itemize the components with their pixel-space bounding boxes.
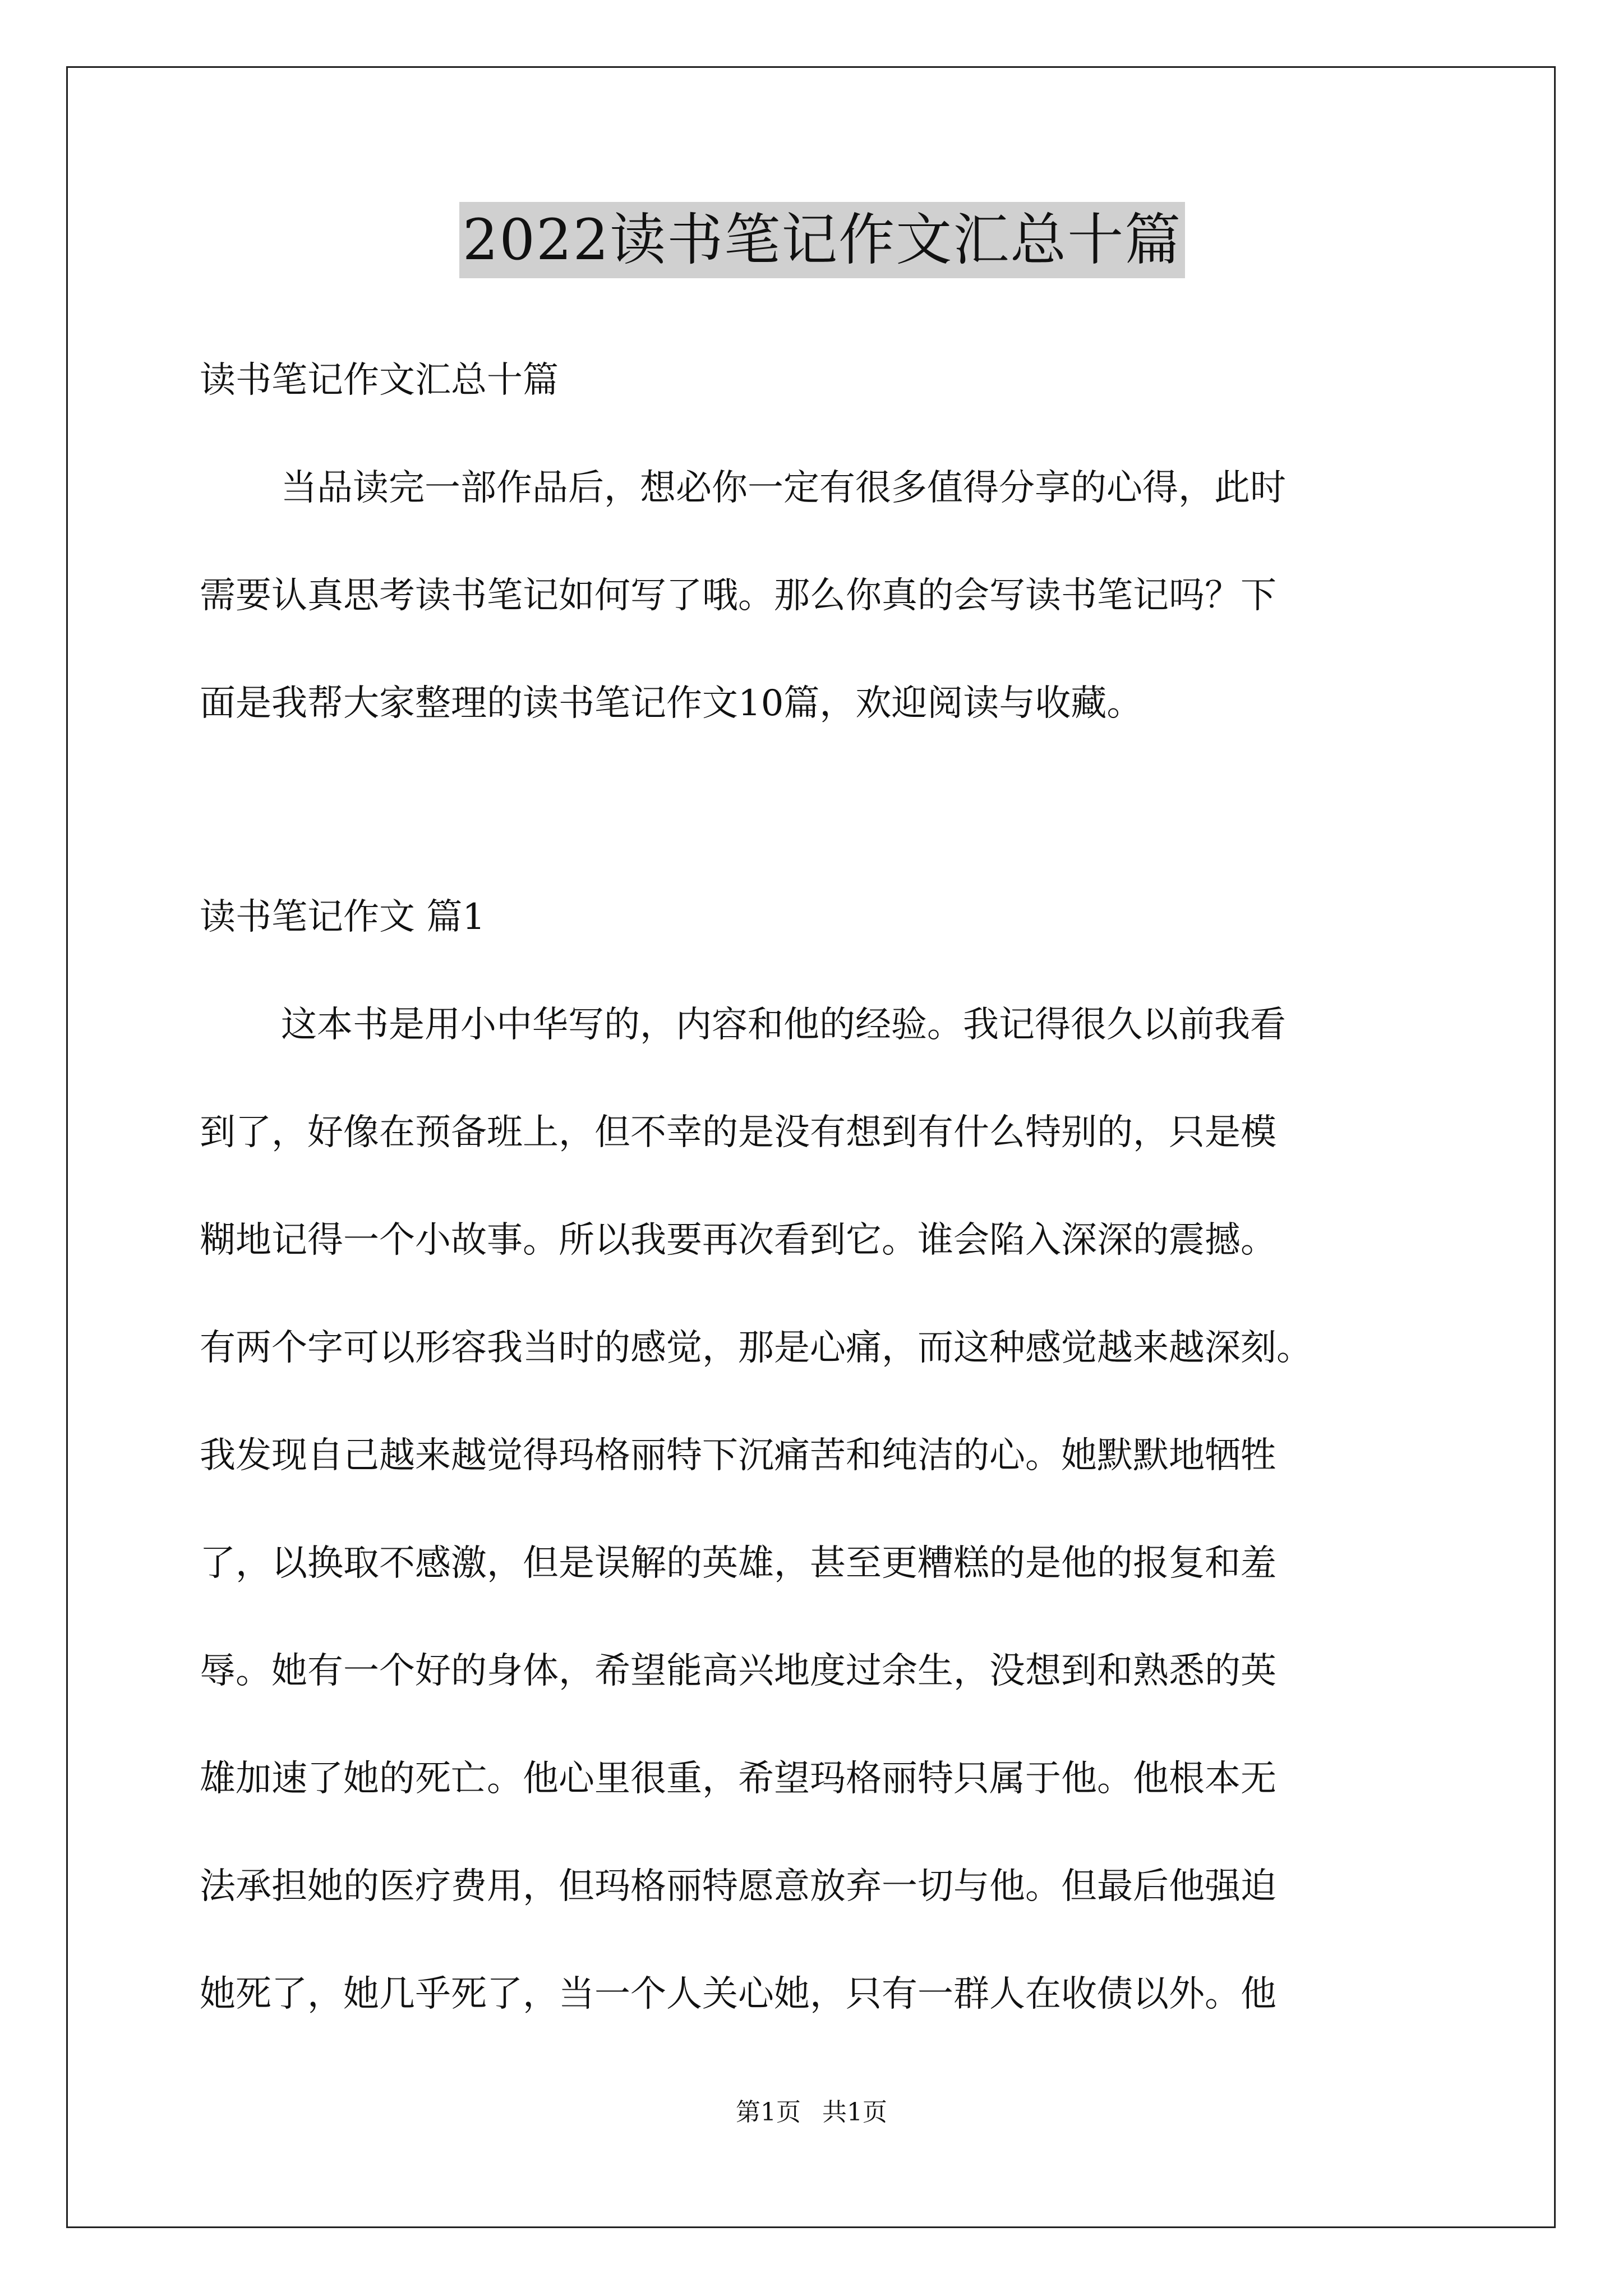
body-line: 这本书是用小中华写的，内容和他的经验。我记得很久以前我看	[281, 1004, 1286, 1046]
body-line: 有两个字可以形容我当时的感觉，那是心痛，而这种感觉越来越深刻。	[200, 1327, 1312, 1369]
body-line: 她死了，她几乎死了，当一个人关心她，只有一群人在收债以外。他	[200, 1973, 1276, 2015]
body-line: 到了，好像在预备班上，但不幸的是没有想到有什么特别的，只是模	[200, 1112, 1276, 1153]
body-line: 了，以换取不感激，但是误解的英雄，甚至更糟糕的是他的报复和羞	[200, 1543, 1276, 1584]
page-total: 共1页	[822, 2098, 887, 2127]
intro-line: 当品读完一部作品后，想必你一定有很多值得分享的心得，此时	[281, 467, 1286, 509]
document-title: 2022读书笔记作文汇总十篇	[459, 202, 1186, 278]
body-line: 糊地记得一个小故事。所以我要再次看到它。谁会陷入深深的震撼。	[200, 1220, 1276, 1261]
section-heading: 读书笔记作文 篇1	[200, 896, 486, 938]
intro-line: 面是我帮大家整理的读书笔记作文10篇，欢迎阅读与收藏。	[200, 683, 1143, 724]
intro-line: 需要认真思考读书笔记如何写了哦。那么你真的会写读书笔记吗？下	[200, 575, 1276, 616]
document-subtitle: 读书笔记作文汇总十篇	[200, 360, 559, 401]
body-line: 辱。她有一个好的身体，希望能高兴地度过余生，没想到和熟悉的英	[200, 1650, 1276, 1692]
body-line: 我发现自己越来越觉得玛格丽特下沉痛苦和纯洁的心。她默默地牺牲	[200, 1435, 1276, 1476]
title-wrap	[200, 202, 1445, 278]
page-footer	[0, 2097, 1623, 2128]
body-line: 雄加速了她的死亡。他心里很重，希望玛格丽特只属于他。他根本无	[200, 1758, 1276, 1800]
body-line: 法承担她的医疗费用，但玛格丽特愿意放弃一切与他。但最后他强迫	[200, 1866, 1276, 1907]
page-number: 第1页	[736, 2098, 801, 2127]
